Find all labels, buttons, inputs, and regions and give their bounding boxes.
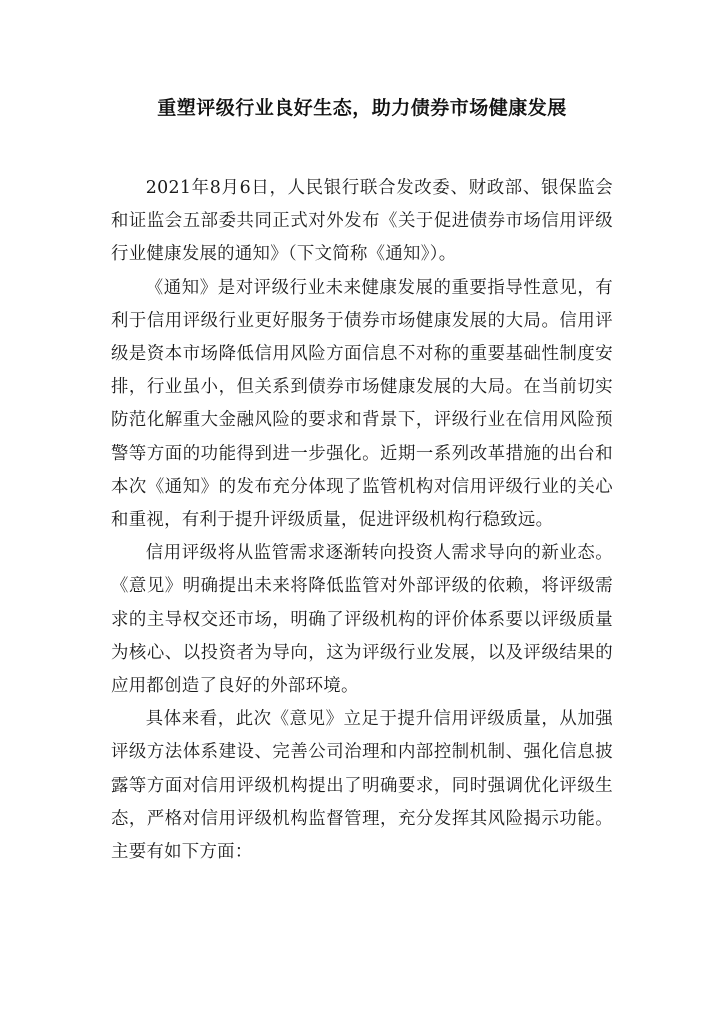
- paragraph-1: 2021年8月6日，人民银行联合发改委、财政部、银保监会和证监会五部委共同正式对外发布《关于促进债券市场信用评级行业健康发展的通知》（下文简称《通知》）。: [111, 178, 613, 265]
- document-title: 重塑评级行业良好生态，助力债券市场健康发展: [157, 97, 567, 119]
- paragraph-4: 具体来看，此次《意见》立足于提升信用评级质量，从加强评级方法体系建设、完善公司治理和内部控制机制、强化信息披露等方面对信用评级机构提出了明确要求，同时强调优化评级生态，严格对信用评级机构监督管理，充分发挥其风险揭示功能。主要有如下方面：: [111, 709, 613, 863]
- paragraph-2: 《通知》是对评级行业未来健康发展的重要指导性意见，有利于信用评级行业更好服务于债券市场健康发展的大局。信用评级是资本市场降低信用风险方面信息不对称的重要基础性制度安排，行业虽小，但关系到债券市场健康发展的大局。在当前切实防范化解重大金融风险的要求和背景下，评级行业在信用风险预警等方面的功能得到进一步强化。近期一系列改革措施的出台和本次《通知》的发布充分体现了监管机构对信用评级行业的关心和重视，有利于提升评级质量，促进评级机构行稳致远。: [111, 277, 613, 531]
- paragraph-3: 信用评级将从监管需求逐渐转向投资人需求导向的新业态。《意见》明确提出未来将降低监管对外部评级的依赖，将评级需求的主导权交还市场，明确了评级机构的评价体系要以评级质量为核心、以投资者为导向，这为评级行业发展，以及评级结果的应用都创造了良好的外部环境。: [111, 543, 613, 697]
- document-body: [111, 172, 613, 869]
